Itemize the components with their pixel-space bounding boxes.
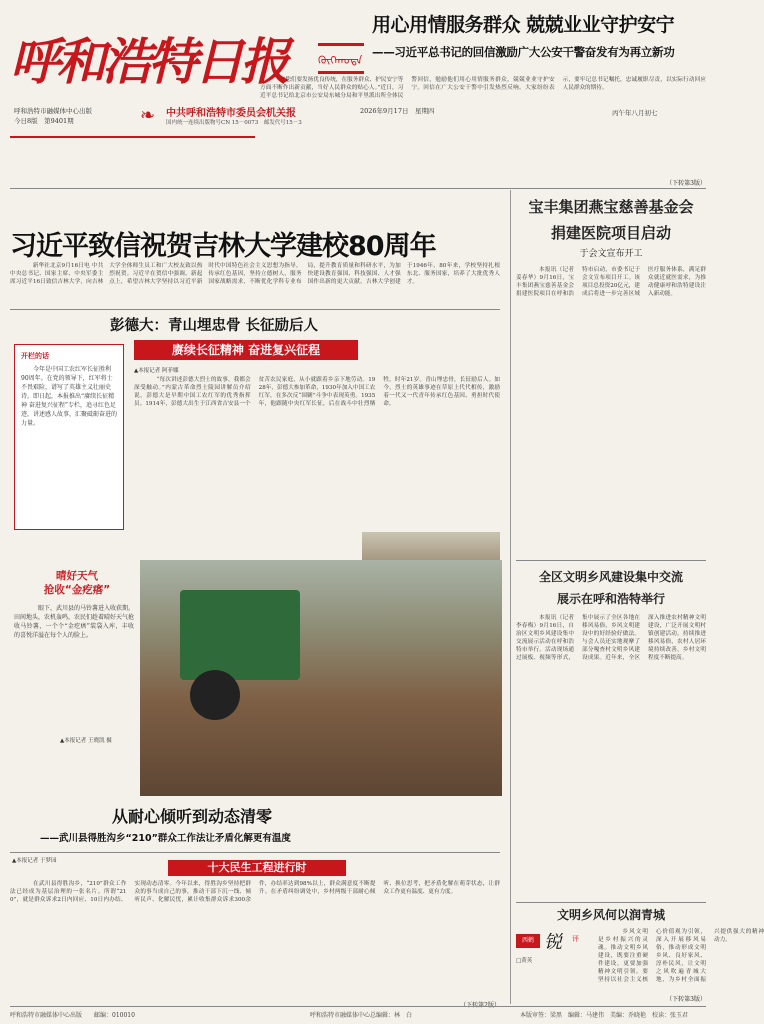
peng-story-paragraph: “每次讲述彭德大烈士的故事，我都会深受触动。”内蒙古革命烈士陵园讲解员介绍说，彭德大是早期中国工农红军的优秀指挥员。1914年，彭德大出生于江西省吉安县一个贫苦农民家庭，从小就跟着乡亲下地劳动。1928年，彭德大参加革命，1930年加入中国工农红军，在多次反“围剿”斗争中表现英勇。1935年，他跟随中央红军长征，后在战斗中壮烈牺牲，时年21岁。青山埋忠骨，长征励后人。如今，烈士的英雄事迹在草原上代代相传，激励着一代又一代青年传承红色基因、勇担时代使命。 xyxy=(134,377,500,407)
commentary-masthead xyxy=(516,928,592,952)
footer-right: 本版审签：梁黑 编辑：马建伟 美编：乔晓艳 校读：张玉君 xyxy=(520,1012,689,1019)
main-story-paragraph: 新华社北京9月16日电 中共中央总书记、国家主席、中央军委主席习近平16日致信吉林大学，向吉林大学全体师生员工和广大校友致以热烈祝贺。习近平在贺信中强调，新起点上，希望吉林大学坚持以习近平新时代中国特色社会主义思想为指导，传承红色基因，坚持立德树人，服务国家战略需求，不断优化学科专业布局，提升教育质量和科研水平，为加快建设教育强国、科技强国、人才强国作出新的更大贡献。吉林大学创建于1946年，80年来，学校坚持扎根东北、服务国家，培养了大批优秀人才。 xyxy=(10,263,500,285)
commentary-author: □黄英 xyxy=(516,958,533,964)
main-story-headline: 习近平致信祝贺吉林大学建校80周年 xyxy=(10,231,436,262)
weather-title-line1: 晴好天气 xyxy=(56,570,98,582)
right-story1-headline2: 捐建医院项目启动 xyxy=(550,224,671,242)
weather-title-line2: 抢收“金疙瘩” xyxy=(43,584,111,596)
mongolian-text: ᠬᠥᠬᠡᠬᠣᠲᠠ xyxy=(318,54,363,67)
right-story1-paragraph: 本报讯（记者 姜春华）9月16日，宝丰集团燕宝慈善基金会捐建医院项目在呼和浩特市启动，市委书记于会文宣布项目开工。该项目总投资20亿元，建成后将进一步完善区域医疗服务体系，满足群众就近就医需求，为推动健康呼和浩特建设注入新动能。 xyxy=(516,267,706,297)
top-story-body xyxy=(260,76,706,172)
top-story-continued: （下转第3版） xyxy=(666,180,706,187)
top-story-headline: 用心用情服务群众 兢兢业业守护安宁 xyxy=(372,14,675,36)
publication-number: 国内统一连续出版物号CN 15－0073 邮发代号15－3 xyxy=(166,120,302,126)
top-divider xyxy=(10,188,706,189)
right-story2-body xyxy=(516,614,706,900)
tractor-wheel xyxy=(190,670,240,720)
mongolian-title xyxy=(318,40,364,70)
editor-note-body: 今年是中国工农红军长征胜利90周年。在党的领导下，红军将士不畏艰险，谱写了英雄主义壮丽史诗。即日起，本报推出“赓续长征精神 奋进复兴征程”专栏，追寻红色足迹，讲述感人故事，汇聚砥砺奋进的力量。 xyxy=(21,366,118,427)
footer-divider xyxy=(10,1006,706,1007)
livelihood-banner: 十大民生工程进行时 xyxy=(168,860,346,876)
commentary-continued: （下转第3版） xyxy=(666,996,706,1003)
right-story2-headline2: 展示在呼和浩特举行 xyxy=(556,592,665,606)
mid-story-paragraph: 在武川县得胜沟乡，“210”群众工作法已经成为基层治理的一张名片。所谓“210”，就是群众诉求2日内回应、10日内办结、实现动态清零。今年以来，得胜沟乡坚持把群众的事当成自己的事，推动干部下沉一线、倾听民声、化解民忧，累计收集群众诉求300余件，办结率达到98%以上，群众满意度不断提升。在矛盾纠纷调处中，乡村两级干部耐心倾听、换位思考，把矛盾化解在萌芽状态，让群众工作更有温度、更有力度。 xyxy=(10,881,500,903)
commentary-signature: 锐 xyxy=(544,932,562,953)
footer-left: 呼和浩特市融媒体中心出版 邮编：010010 xyxy=(10,1012,135,1019)
masthead-divider xyxy=(10,136,255,138)
tractor-harvest-photo xyxy=(140,560,502,796)
footer xyxy=(10,1008,705,1022)
issue-date: 2026年9月17日 星期四 xyxy=(360,107,435,115)
peng-story-byline: ▲本报记者 阿菲娜 xyxy=(134,368,179,374)
weather-paragraph: 眼下，武川县的马铃薯进入收获期。田间地头，农机轰鸣，农民们趁着晴好天气抢收马铃薯，一个个“金疙瘩”装袋入库，丰收的喜悦洋溢在每个人的脸上。 xyxy=(14,605,135,639)
column-banner: 赓续长征精神 奋进复兴征程 xyxy=(134,340,358,360)
commentary-headline: 文明乡风何以润青城 xyxy=(556,908,665,922)
column-divider xyxy=(510,190,511,1004)
right-divider-2 xyxy=(516,902,706,903)
lunar-date: 丙午年八月初七 xyxy=(612,109,658,117)
weather-body xyxy=(14,604,134,724)
top-story-subhead: ——习近平总书记的回信激励广大公安干警奋发有为再立新功 xyxy=(372,45,675,59)
commentary-ping: 评 xyxy=(572,935,579,943)
peng-story-body xyxy=(134,376,500,528)
footer-center: 呼和浩特市融媒体中心总编辑：林 白 xyxy=(310,1012,413,1019)
commentary-body-right xyxy=(598,928,764,988)
issue-number: 今日8版 第9401期 xyxy=(14,117,74,125)
peng-story-headline: 彭德大：青山埋忠骨 长征励后人 xyxy=(110,318,319,334)
main-story-body xyxy=(10,262,500,308)
mid-story-subhead: ——武川县得胜沟乡“210”群众工作法让矛盾化解更有温度 xyxy=(40,833,291,844)
mid-story-byline: ▲本报记者 于梦园 xyxy=(12,858,57,864)
mid-story-headline: 从耐心倾听到动态清零 xyxy=(112,807,273,826)
right-divider-1 xyxy=(516,560,706,561)
mid-divider xyxy=(10,852,500,853)
right-story2-headline1: 全区文明乡风建设集中交流 xyxy=(538,570,683,584)
editor-note-box xyxy=(14,344,124,530)
right-story1-body xyxy=(516,266,706,556)
commentary-paragraph: 乡风文明是乡村振兴的灵魂。推动文明乡风建设，既要注重硬件建设，更要加强精神文明引领。要坚持以社会主义核心价值观为引领，深入开展移风易俗，推动形成文明乡风、良好家风、淳朴民风，让文明之风吹遍青城大地，为乡村全面振兴提供强大的精神动力。 xyxy=(598,929,764,983)
publisher: 呼和浩特市融媒体中心出版 xyxy=(14,107,92,115)
right-story1-headline3: 于会文宣布开工 xyxy=(579,249,643,259)
photo-credit: ▲本报记者 王晓凯 摄 xyxy=(60,738,112,744)
masthead-logo: 呼和浩特日报 xyxy=(10,32,286,91)
mid-story-body xyxy=(10,880,500,1002)
main-divider xyxy=(10,309,500,310)
right-story2-paragraph: 本报讯（记者 李春梅）9月16日，自治区文明乡风建设集中交流展示活动在呼和浩特市举行。活动现场通过展板、视频等形式，集中展示了全区各地在移风易俗、乡风文明建设中的好经验好做法。与会人员还实地观摩了部分嘎查村文明乡风建设成果。近年来，全区深入推进农村精神文明建设，广泛开展文明村镇创建活动，持续推进移风易俗，农村人居环境持续改善，乡村文明程度不断提高。 xyxy=(516,615,706,661)
banner-org: 中共呼和浩特市委员会机关报 xyxy=(166,108,296,119)
commentary-tag: 西鹤 xyxy=(516,934,540,948)
publisher-info xyxy=(14,106,134,126)
top-story-paragraph: “您们要发扬优良传统，在服务群众、护民安宁等方面不断作出新贡献，当好人民群众的贴心人。”近日，习近平总书记给北京市公安局东城分局和平里派出所全体民警回信，勉励他们用心用情服务群众，兢兢业业守护安宁。回信在广大公安干警中引发热烈反响。大家纷纷表示，要牢记总书记嘱托，忠诚履职尽责，以实际行动回应人民群众的期待。 xyxy=(260,77,706,99)
party-logo-icon: ❧ xyxy=(140,105,156,126)
tractor-shape xyxy=(180,590,300,680)
editor-note-title: 开栏的话 xyxy=(21,351,49,360)
right-story1-headline1: 宝丰集团燕宝慈善基金会 xyxy=(528,198,694,216)
